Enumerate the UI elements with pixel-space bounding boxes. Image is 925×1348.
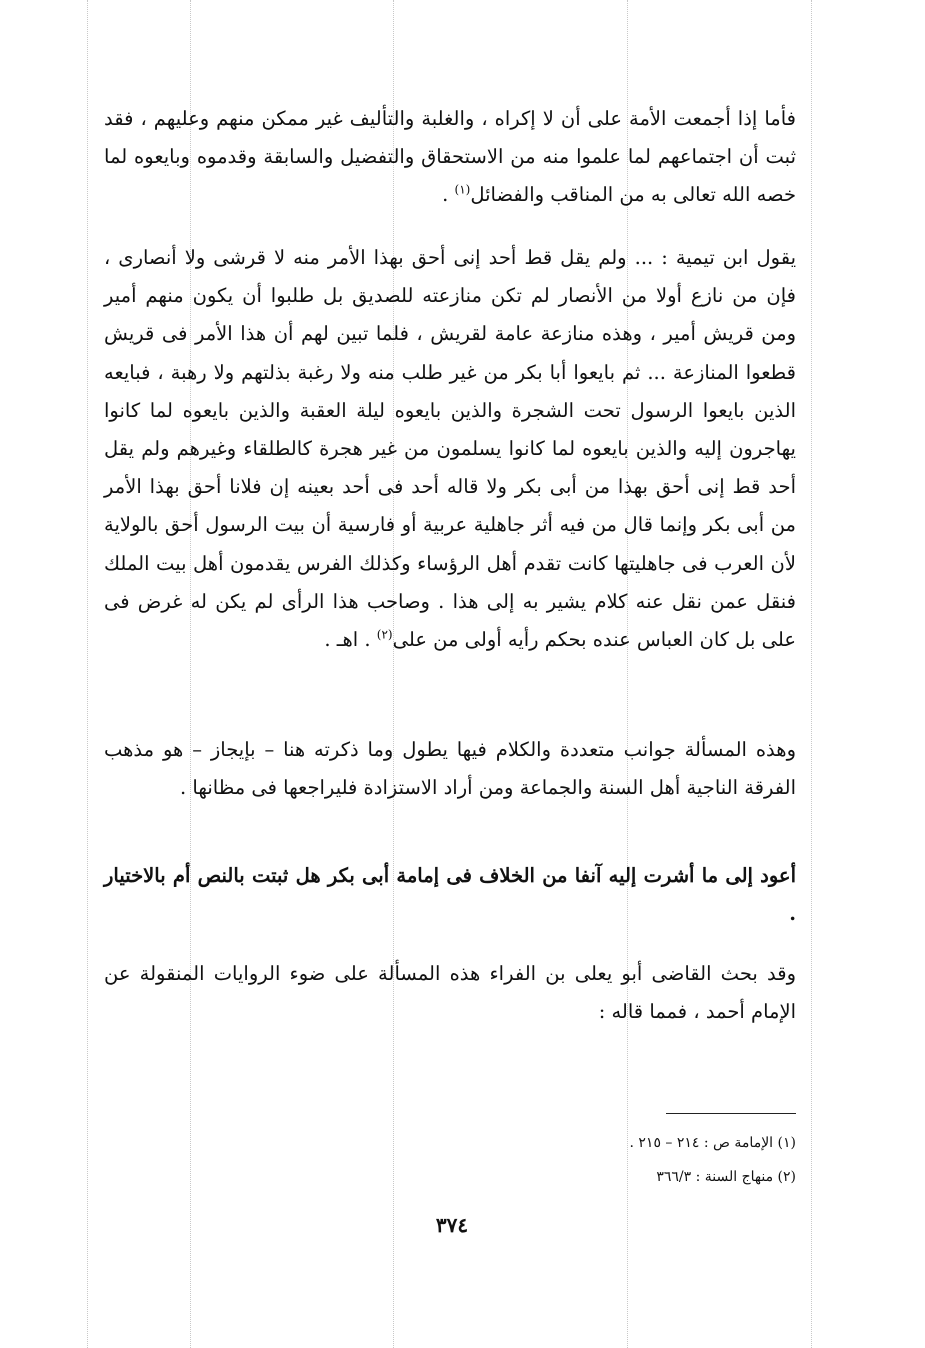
paragraph-summary: [104, 731, 796, 807]
paragraph-consensus: [104, 100, 796, 215]
footnote-reference: (١): [454, 182, 471, 197]
paragraph-tail: .: [442, 183, 455, 207]
footnote-reference: (٢): [376, 627, 393, 642]
footnote-2: [520, 1167, 796, 1187]
paragraph-abu-yala: [104, 955, 796, 1031]
paragraph-text: وهذه المسألة جوانب متعددة والكلام فيها يطول وما ذكرته هنا – بإيجاز – هو مذهب الفرقة الناجية أهل السنة والجماعة ومن أراد الاستزادة فليراجعها فى مظانها .: [104, 738, 796, 800]
paragraph-return-to-topic: [104, 857, 796, 933]
paragraph-text: يقول ابن تيمية : ... ولم يقل قط أحد إنى أحق بهذا الأمر منه لا قرشى ولا أنصارى ، فإن من نازع أولا من الأنصار لم تكن منازعته للصديق بل طلبوا أن يكون منهم أمير ومن قريش أمير ، وهذه منازعة عامة لقريش ، فلما تبين لهم أن هذا الأمر فى قريش قطعوا المنازعة ... ثم بايعوا أبا بكر من غير طلب منه ولا رغبة بذلتهم ولا رهبة ، فبايعه الذين بايعوا الرسول تحت الشجرة والذين بايعوه ليلة العقبة والذين بايعوه لما كانوا يهاجرون إليه والذين بايعوه لما كانوا يسلمون من غير هجرة كالطلقاء وغيرهم ولم يقل أحد قط إنى أحق بهذا من أبى بكر ولا قاله أحد فى أحد بعينه إن فلانا أحق بهذا الأمر من أبى بكر وإنما قال من فيه أثر جاهلية عربية أو فارسية أن بيت الرسول أحق بالولاية لأن العرب فى جاهليتها كانت تقدم أهل الرؤساء وكذلك الفرس يقدمون أهل بيت الملك فنقل عمن نقل عنه كلام يشير به إلى هذا . وصاحب هذا الرأى لم يكن له غرض فى على بل كان العباس عنده بحكم رأيه أولى من على: [104, 246, 796, 652]
footnote-text: منهاج السنة : ٣٦٦/٣: [656, 1169, 774, 1185]
paragraph-text: وقد بحث القاضى أبو يعلى بن الفراء هذه المسألة على ضوء الروايات المنقولة عن الإمام أحمد ، فمما قاله :: [104, 962, 797, 1024]
footnote-separator: [666, 1113, 796, 1114]
scan-guide-line: [87, 0, 88, 1348]
footnote-1: [520, 1133, 796, 1153]
paragraph-text: فأما إذا أجمعت الأمة على أن لا إكراه ، والغلبة والتأليف غير ممكن منهم وعليهم ، فقد ثبت أن اجتماعهم لما علموا منه من الاستحقاق والتفضيل والسابقة وقدموه وبايعوه لما خصه الله تعالى به من المناقب والفضائل: [104, 107, 796, 207]
paragraph-tail: . اهـ .: [324, 628, 377, 652]
page-number: ٣٧٤: [435, 1213, 469, 1237]
paragraph-ibn-taymiyyah-quote: [104, 239, 796, 659]
paragraph-text: أعود إلى ما أشرت إليه آنفا من الخلاف فى إمامة أبى بكر هل ثبتت بالنص أم بالاختيار .: [104, 864, 796, 926]
footnote-text: الإمامة ص : ٢١٤ – ٢١٥ .: [629, 1135, 774, 1151]
footnote-label: (١): [777, 1135, 796, 1151]
scan-guide-line: [811, 0, 812, 1348]
footnote-label: (٢): [777, 1169, 796, 1185]
